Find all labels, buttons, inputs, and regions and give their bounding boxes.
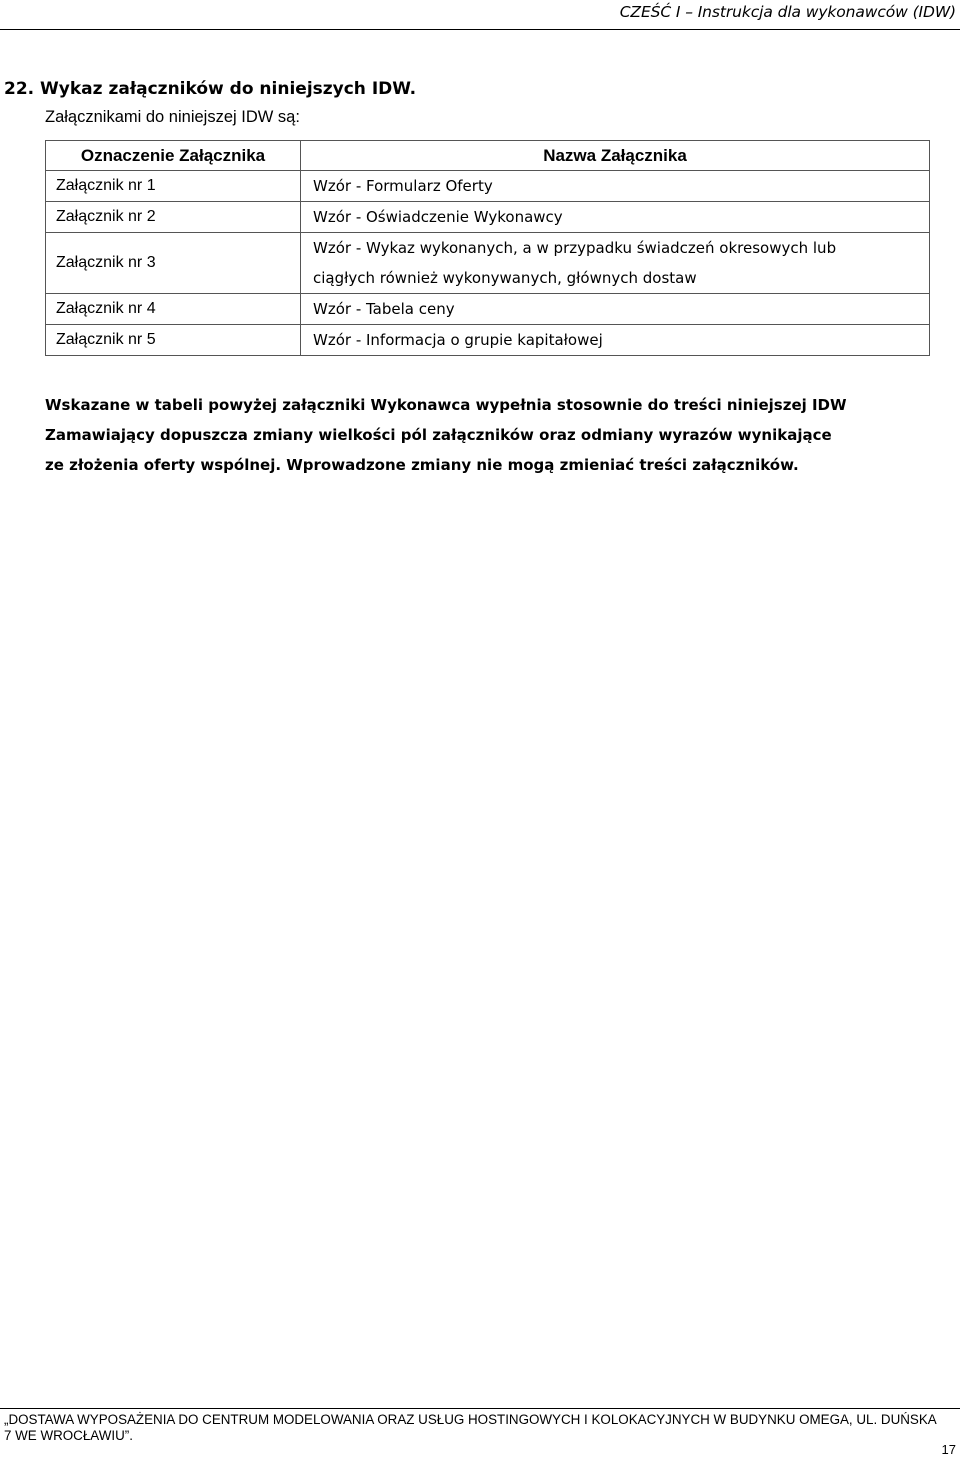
footer-divider xyxy=(0,1408,960,1409)
notice-paragraph xyxy=(45,390,960,480)
table-row xyxy=(46,171,930,202)
attachment-id: Załącznik nr 2 xyxy=(46,202,301,233)
column-header-name: Nazwa Załącznika xyxy=(301,141,930,171)
attachment-id: Załącznik nr 5 xyxy=(46,325,301,356)
attachment-name-line: Wzór - Informacja o grupie kapitałowej xyxy=(313,331,603,349)
table-row xyxy=(46,233,930,294)
attachment-name xyxy=(301,202,930,233)
footer-line: „DOSTAWA WYPOSAŻENIA DO CENTRUM MODELOWANIA ORAZ USŁUG HOSTINGOWYCH I KOLOKACYJNYCH W BUDYNKU OMEGA, UL. DUŃSKA xyxy=(4,1412,937,1427)
attachment-name-line: Wzór - Wykaz wykonanych, a w przypadku świadczeń okresowych lub xyxy=(313,239,837,257)
attachment-name-line: Wzór - Tabela ceny xyxy=(313,300,455,318)
attachments-table xyxy=(45,140,930,356)
attachment-name xyxy=(301,294,930,325)
page-number: 17 xyxy=(941,1442,956,1457)
table-header-row xyxy=(46,141,930,171)
attachment-name xyxy=(301,171,930,202)
table-row xyxy=(46,202,930,233)
footer-line: 7 WE WROCŁAWIU”. xyxy=(4,1428,133,1443)
table-row xyxy=(46,294,930,325)
running-header-title: CZEŚĆ I – Instrukcja dla wykonawców (IDW) xyxy=(619,3,956,21)
header-divider xyxy=(0,29,960,30)
section-heading: 22. Wykaz załączników do niniejszych IDW. xyxy=(4,79,417,99)
attachment-name xyxy=(301,233,930,294)
attachment-name-line: Wzór - Oświadczenie Wykonawcy xyxy=(313,208,563,226)
attachment-id: Załącznik nr 1 xyxy=(46,171,301,202)
footer-project-title xyxy=(4,1412,960,1444)
column-header-designation: Oznaczenie Załącznika xyxy=(46,141,301,171)
notice-line: ze złożenia oferty wspólnej. Wprowadzone zmiany nie mogą zmieniać treści załączników. xyxy=(45,456,799,474)
attachment-name-line: Wzór - Formularz Oferty xyxy=(313,177,493,195)
notice-line: Wskazane w tabeli powyżej załączniki Wykonawca wypełnia stosownie do treści niniejszej IDW xyxy=(45,396,847,414)
attachment-name-line: ciągłych również wykonywanych, głównych dostaw xyxy=(313,269,697,287)
attachment-id: Załącznik nr 4 xyxy=(46,294,301,325)
table-row xyxy=(46,325,930,356)
attachment-name xyxy=(301,325,930,356)
section-intro: Załącznikami do niniejszej IDW są: xyxy=(45,108,300,126)
attachment-id: Załącznik nr 3 xyxy=(46,233,301,294)
notice-line: Zamawiający dopuszcza zmiany wielkości pól załączników oraz odmiany wyrazów wynikające xyxy=(45,426,832,444)
